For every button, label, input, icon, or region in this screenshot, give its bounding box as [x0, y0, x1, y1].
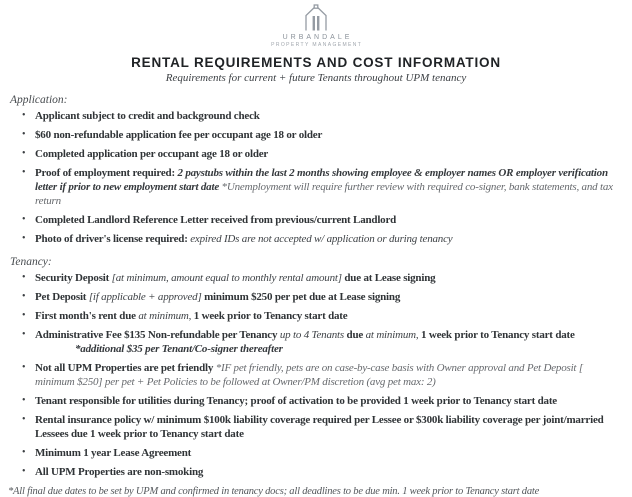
bullet-item: [22, 128, 626, 142]
text-segment: due: [346, 329, 366, 341]
bullet-item: [22, 232, 626, 246]
bullet-icon: •: [22, 362, 26, 373]
bullet-icon: •: [22, 214, 26, 225]
text-segment: at minimum,: [365, 329, 421, 341]
text-segment: $60 non-refundable application fee per occupant age 18 or older: [35, 129, 323, 141]
bullet-list: [0, 271, 632, 479]
text-segment: Security Deposit: [35, 272, 112, 284]
text-segment: First month's rent due: [35, 310, 139, 322]
text-segment: Minimum 1 year Lease Agreement: [35, 447, 192, 459]
bullet-item: [22, 394, 626, 408]
bullet-item: [22, 328, 626, 356]
bullet-icon: •: [22, 447, 26, 458]
bullet-icon: •: [22, 310, 26, 321]
bullet-icon: •: [22, 129, 26, 140]
text-segment: Applicant subject to credit and background check: [35, 110, 260, 122]
bullet-item: [22, 166, 626, 208]
text-segment: Rental insurance policy w/ minimum $100k liability coverage required per Lessee or $300k liability coverage per joint/married Lessees due 1 week prior to Tenancy start date: [35, 414, 604, 440]
bullet-item: [22, 271, 626, 285]
bullet-item: [22, 147, 626, 161]
text-segment: All UPM Properties are non-smoking: [35, 466, 204, 478]
logo-tagline: PROPERTY MANAGEMENT: [271, 42, 363, 48]
bullet-item: [22, 309, 626, 323]
bullet-text: [35, 465, 620, 479]
house-logo-icon: [301, 4, 331, 31]
bullet-item: [22, 213, 626, 227]
text-segment: 1 week prior to Tenancy start date: [193, 310, 348, 322]
text-segment: 2 paystubs within the last 2 months showing employee & employer names OR employer verification letter if prior to new employment start date: [35, 167, 608, 193]
bullet-text: [35, 290, 620, 304]
text-segment: at minimum,: [138, 310, 194, 322]
section-application: [0, 94, 632, 246]
bullet-item: [22, 290, 626, 304]
bullet-icon: •: [22, 466, 26, 477]
text-segment: *IF pet friendly, pets are on case-by-case basis with Owner approval and Pet Deposit [ minimum $250] per pet + Pet Policies to be followed at Owner/PM discretion (avg pet max: 2): [35, 362, 583, 388]
text-segment: Completed application per occupant age 18 or older: [35, 148, 269, 160]
bullet-item: [22, 109, 626, 123]
text-segment: due at Lease signing: [344, 272, 436, 284]
text-segment: [at minimum, amount equal to monthly rental amount]: [111, 272, 345, 284]
text-segment: *additional $35 per Tenant/Co-signer thereafter: [75, 343, 283, 355]
bullet-text: [35, 413, 620, 441]
text-segment: Proof of employment required:: [35, 167, 178, 179]
page-title: RENTAL REQUIREMENTS AND COST INFORMATION: [131, 55, 501, 70]
bullet-text: [35, 128, 620, 142]
bullet-item: [22, 413, 626, 441]
bullet-text: [35, 309, 620, 323]
section-label: Application:: [10, 94, 68, 106]
text-segment: Completed Landlord Reference Letter received from previous/current Landlord: [35, 214, 397, 226]
text-segment: Pet Deposit: [35, 291, 89, 303]
bullet-text: [35, 147, 620, 161]
footnote: *All final due dates to be set by UPM and confirmed in tenancy docs; all deadlines to be due min. 1 week prior to Tenancy start date: [8, 486, 540, 497]
bullet-list: [0, 109, 632, 246]
section-tenancy: [0, 256, 632, 479]
bullet-icon: •: [22, 414, 26, 425]
logo: [0, 4, 632, 48]
bullet-text: [35, 271, 620, 285]
bullet-icon: •: [22, 167, 26, 178]
document-header: [0, 4, 632, 84]
sections-container: [0, 94, 632, 479]
bullet-icon: •: [22, 148, 26, 159]
bullet-icon: •: [22, 291, 26, 302]
text-segment: 1 week prior to Tenancy start date: [420, 329, 575, 341]
text-segment: up to 4 Tenants: [279, 329, 347, 341]
bullet-text: [35, 213, 620, 227]
logo-name: URBANDALE: [282, 34, 353, 41]
bullet-item: [22, 361, 626, 389]
text-segment: Tenant responsible for utilities during Tenancy; proof of activation to be provided 1 week prior to Tenancy start date: [35, 395, 557, 407]
text-segment: [if applicable + approved]: [88, 291, 205, 303]
bullet-icon: •: [22, 233, 26, 244]
bullet-text: [35, 166, 620, 208]
text-segment: *Unemployment will require further review with required co-signer, bank statements, and tax return: [35, 181, 613, 207]
bullet-item: [22, 446, 626, 460]
section-label: Tenancy:: [10, 256, 52, 268]
text-segment: expired IDs are not accepted w/ application or during tenancy: [190, 233, 453, 245]
bullet-icon: •: [22, 272, 26, 283]
bullet-icon: •: [22, 110, 26, 121]
bullet-icon: •: [22, 329, 26, 340]
text-segment: Not all UPM Properties are pet friendly: [35, 362, 216, 374]
bullet-icon: •: [22, 395, 26, 406]
text-segment: minimum $250 per pet due at Lease signing: [204, 291, 401, 303]
bullet-text: [35, 328, 620, 356]
bullet-text: [35, 446, 620, 460]
bullet-text: [35, 394, 620, 408]
text-segment: Photo of driver's license required:: [35, 233, 191, 245]
bullet-text: [35, 232, 620, 246]
bullet-item: [22, 465, 626, 479]
bullet-text: [35, 109, 620, 123]
text-segment: Administrative Fee $135 Non-refundable per Tenancy: [35, 329, 280, 341]
page-subtitle: Requirements for current + future Tenants throughout UPM tenancy: [165, 72, 467, 84]
bullet-text: [35, 361, 620, 389]
